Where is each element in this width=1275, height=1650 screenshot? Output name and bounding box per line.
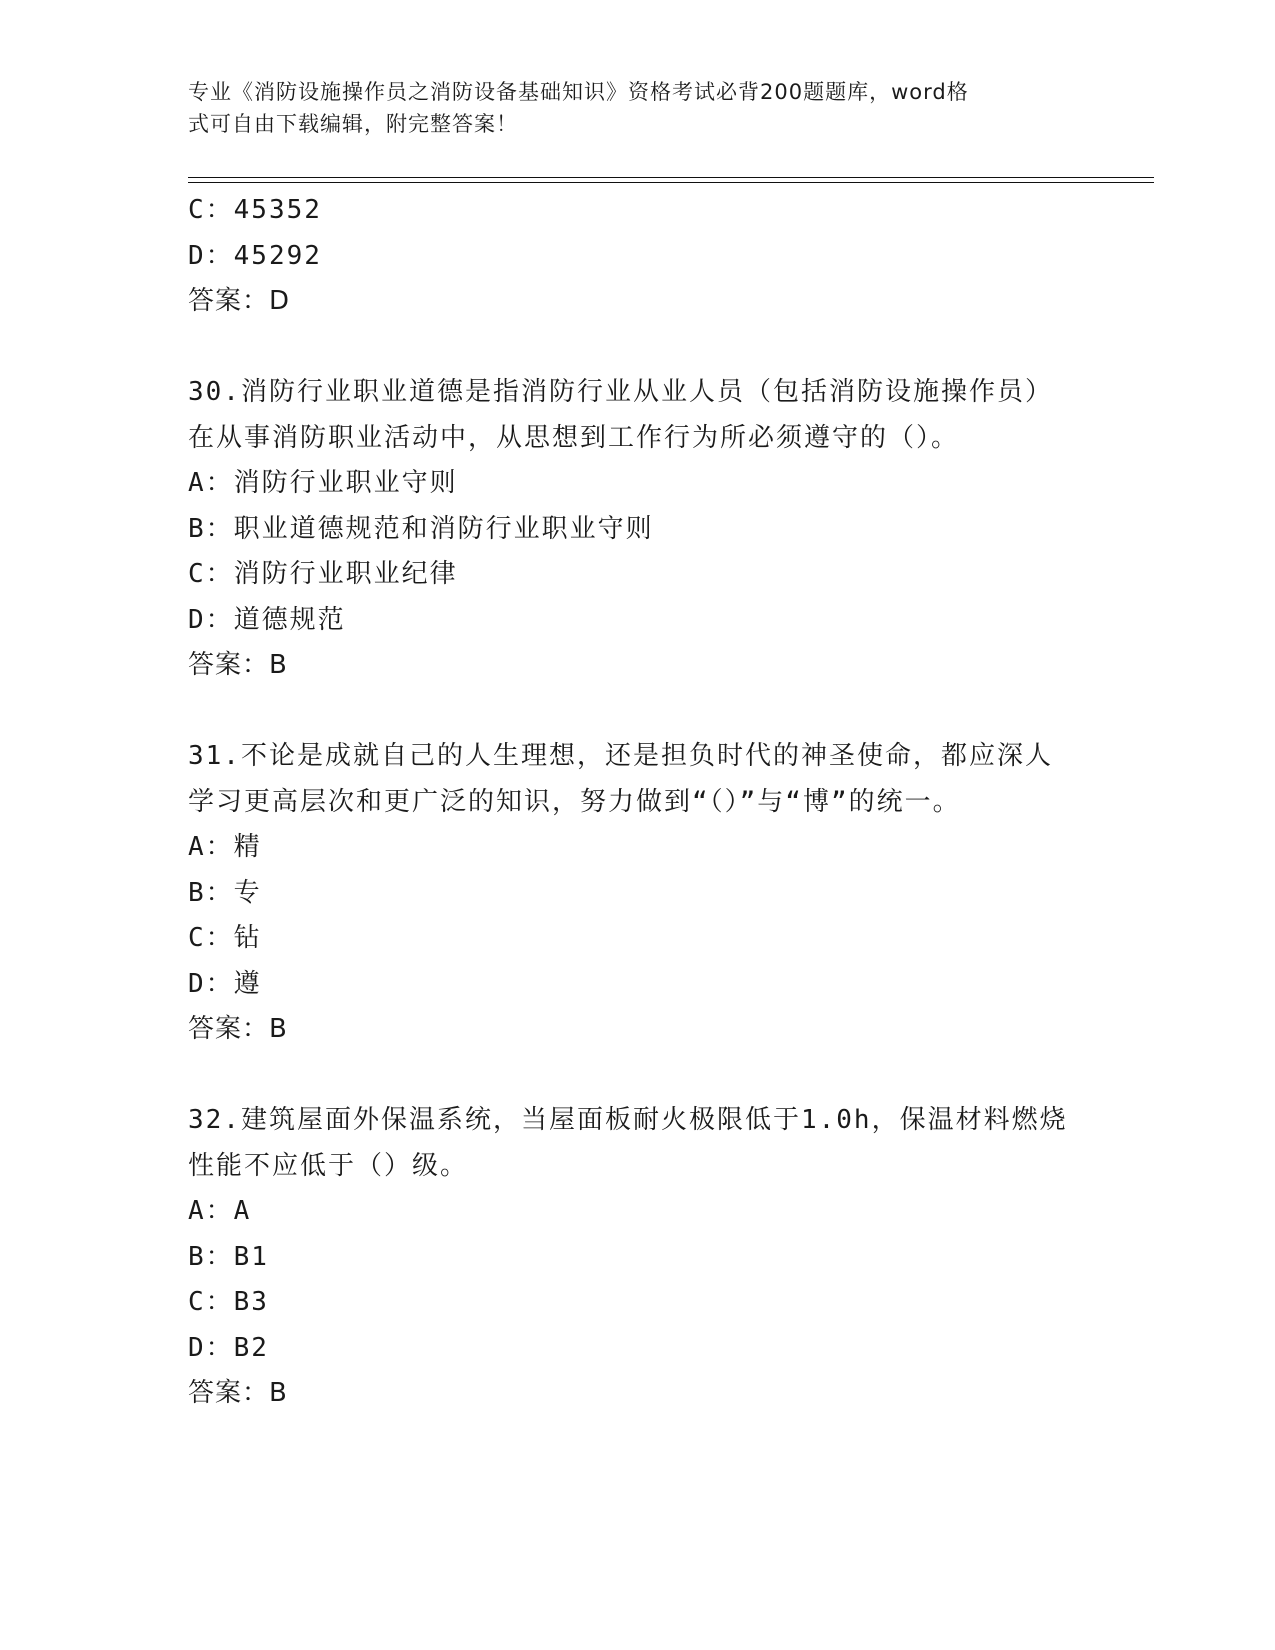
option-b: B：职业道德规范和消防行业职业守则: [188, 513, 654, 544]
answer-line: 答案：D: [188, 286, 291, 316]
question-31: [188, 734, 1088, 1053]
option-d: D：45292: [188, 240, 322, 271]
answer-line: 答案：B: [188, 650, 288, 680]
option-a: A：消防行业职业守则: [188, 468, 458, 498]
header-divider-bottom: [188, 182, 1154, 183]
question-stem: [188, 370, 1088, 461]
option-a: A：A: [188, 1196, 252, 1226]
option-d: D：遵: [188, 968, 262, 999]
stem-line-1: 31.不论是成就自己的人生理想，还是担负时代的神圣使命，都应深人: [188, 741, 1053, 771]
prev-question-block: [188, 188, 1088, 325]
document-header: [188, 76, 1068, 140]
question-content: [188, 188, 1088, 1417]
question-stem: [188, 1098, 1088, 1189]
question-spacer: [188, 325, 1088, 371]
header-divider-top: [188, 177, 1154, 178]
stem-line-2: 在从事消防职业活动中，从思想到工作行为所必须遵守的（）。: [188, 422, 960, 453]
option-d: D：道德规范: [188, 604, 346, 635]
option-a: A：精: [188, 832, 262, 862]
question-spacer: [188, 689, 1088, 735]
stem-line-1: 32.建筑屋面外保温系统，当屋面板耐火极限低于1.0h，保温材料燃烧: [188, 1105, 1068, 1135]
question-spacer: [188, 1053, 1088, 1099]
question-30: [188, 370, 1088, 689]
option-d: D：B2: [188, 1332, 269, 1363]
header-line-2: 式可自由下载编辑，附完整答案！: [188, 112, 518, 136]
option-c: C：45352: [188, 195, 322, 225]
option-b: B：专: [188, 877, 262, 908]
answer-line: 答案：B: [188, 1378, 288, 1408]
stem-line-1: 30.消防行业职业道德是指消防行业从业人员（包括消防设施操作员）: [188, 377, 1053, 407]
option-b: B：B1: [188, 1241, 269, 1272]
option-c: C：消防行业职业纪律: [188, 559, 458, 589]
header-line-1: 专业《消防设施操作员之消防设备基础知识》资格考试必背200题题库，word格: [188, 80, 969, 104]
stem-line-2: 性能不应低于（）级。: [188, 1150, 469, 1181]
question-stem: [188, 734, 1088, 825]
option-c: C：钻: [188, 923, 262, 953]
stem-line-2: 学习更高层次和更广泛的知识，努力做到“（）”与“博”的统一。: [188, 786, 961, 817]
option-c: C：B3: [188, 1287, 269, 1317]
answer-line: 答案：B: [188, 1014, 288, 1044]
question-32: [188, 1098, 1088, 1417]
